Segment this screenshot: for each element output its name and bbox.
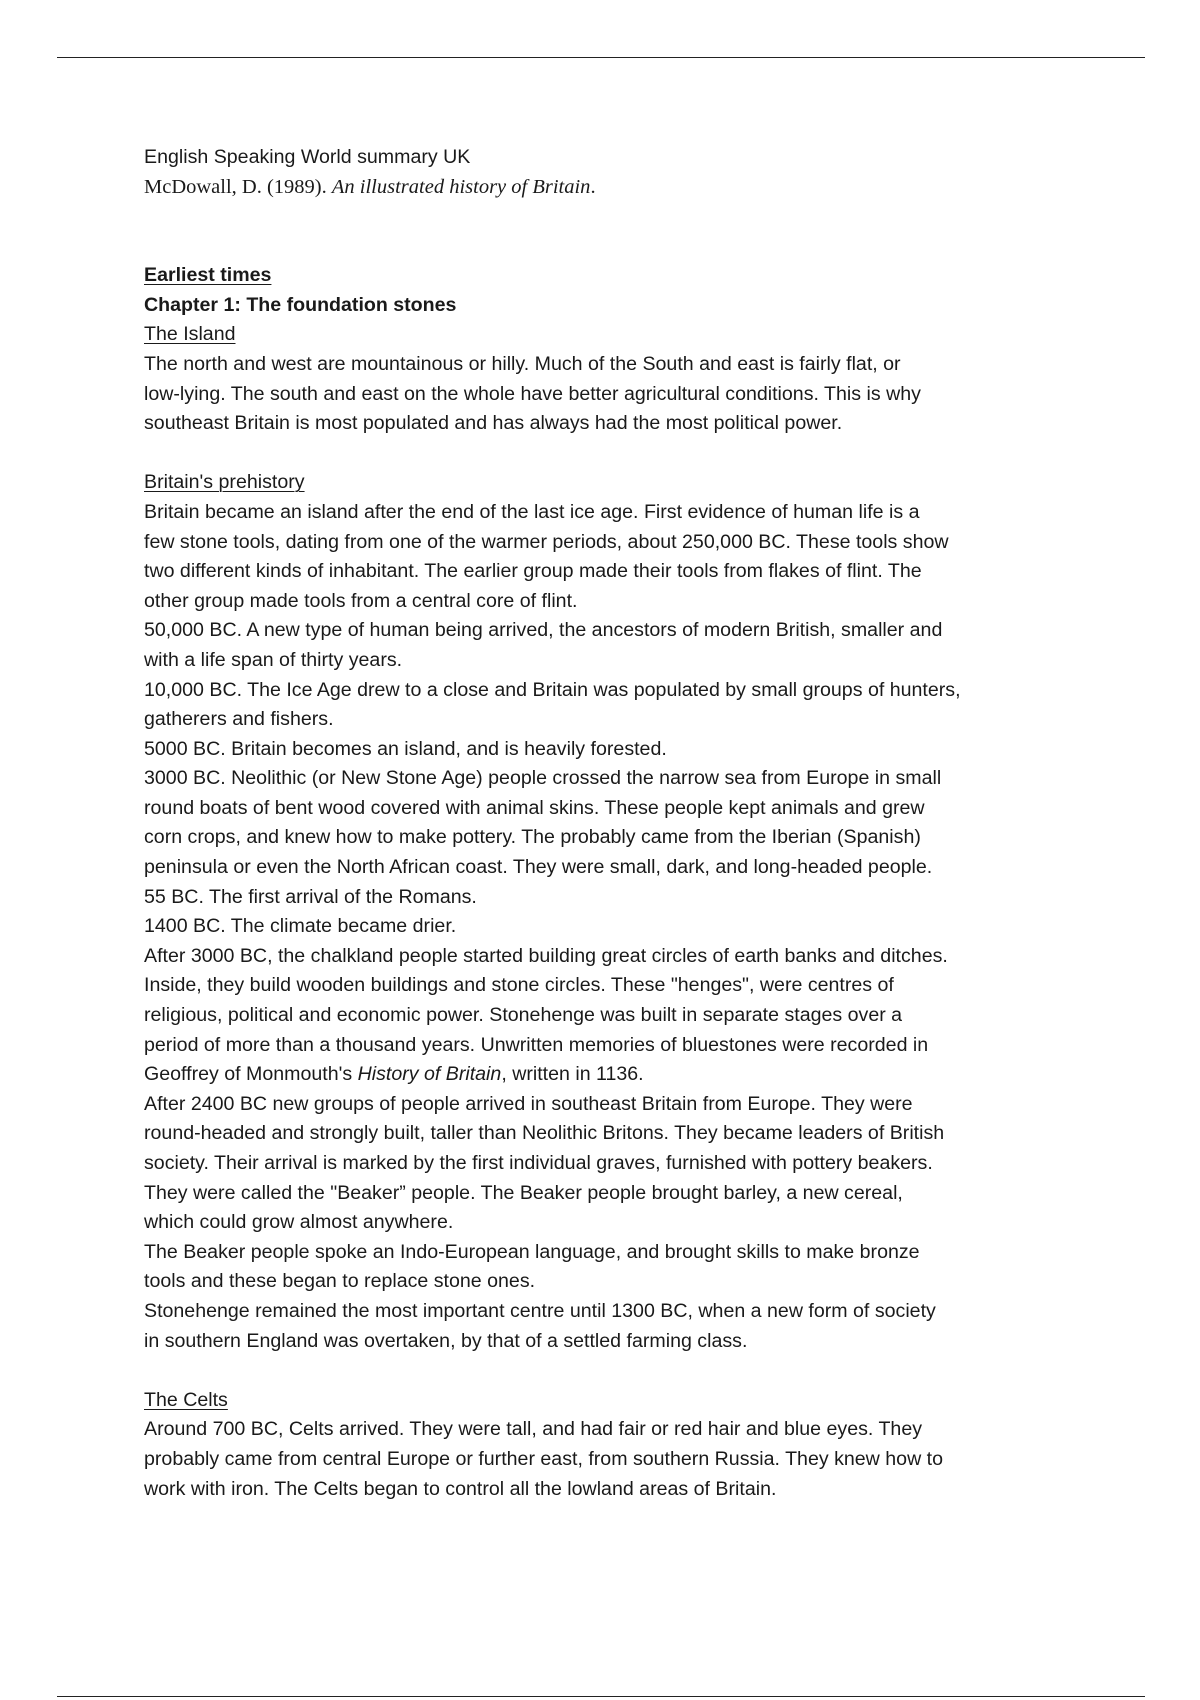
- section-heading-prehistory: Britain's prehistory: [144, 471, 305, 494]
- text-line: round-headed and strongly built, taller than Neolithic Britons. They became leaders of British: [144, 1122, 945, 1145]
- text-line: religious, political and economic power. Stonehenge was built in separate stages over a: [144, 1004, 903, 1027]
- text-line: probably came from central Europe or further east, from southern Russia. They knew how to: [144, 1447, 944, 1470]
- text-line: They were called the "Beaker” people. The Beaker people brought barley, a new cereal,: [144, 1181, 903, 1204]
- citation-suffix: .: [590, 175, 596, 198]
- text-line: Stonehenge remained the most important centre until 1300 BC, when a new form of society: [144, 1299, 936, 1322]
- document-title: English Speaking World summary UK: [144, 146, 471, 168]
- text-line: 3000 BC. Neolithic (or New Stone Age) people crossed the narrow sea from Europe in small: [144, 767, 942, 790]
- bottom-rule: [57, 1696, 1145, 1697]
- chapter-title: Chapter 1: The foundation stones: [144, 293, 457, 316]
- top-rule: [57, 57, 1145, 58]
- text-line: round boats of bent wood covered with animal skins. These people kept animals and grew: [144, 796, 925, 819]
- citation-title: An illustrated history of Britain: [331, 175, 591, 198]
- text-line: After 3000 BC, the chalkland people started building great circles of earth banks and ditches.: [144, 944, 948, 967]
- text-line: work with iron. The Celts began to control all the lowland areas of Britain.: [144, 1477, 777, 1500]
- citation-prefix: McDowall, D. (1989).: [144, 175, 332, 198]
- text-line: tools and these began to replace stone ones.: [144, 1270, 536, 1293]
- text-line: Around 700 BC, Celts arrived. They were tall, and had fair or red hair and blue eyes. They: [144, 1418, 923, 1441]
- geoffrey-suffix: , written in 1136.: [501, 1063, 644, 1086]
- document-page: [144, 143, 1064, 1504]
- text-line: Inside, they build wooden buildings and stone circles. These "henges", were centres of: [144, 974, 894, 997]
- text-line: gatherers and fishers.: [144, 708, 334, 731]
- text-line: 50,000 BC. A new type of human being arrived, the ancestors of modern British, smaller and: [144, 619, 943, 642]
- text-line: After 2400 BC new groups of people arrived in southeast Britain from Europe. They were: [144, 1092, 913, 1115]
- celts-paragraph: [144, 1415, 1064, 1504]
- text-line: other group made tools from a central core of flint.: [144, 589, 578, 612]
- text-line: with a life span of thirty years.: [144, 648, 403, 671]
- text-line: southeast Britain is most populated and has always had the most political power.: [144, 412, 843, 435]
- text-line: two different kinds of inhabitant. The earlier group made their tools from flakes of flint. The: [144, 560, 922, 583]
- text-line: The Beaker people spoke an Indo-European language, and brought skills to make bronze: [144, 1240, 920, 1263]
- text-line: low-lying. The south and east on the whole have better agricultural conditions. This is why: [144, 382, 921, 405]
- text-line: which could grow almost anywhere.: [144, 1211, 454, 1234]
- text-line: few stone tools, dating from one of the warmer periods, about 250,000 BC. These tools show: [144, 530, 949, 553]
- text-line-geoffrey: [144, 1060, 1064, 1090]
- text-line: period of more than a thousand years. Unwritten memories of bluestones were recorded in: [144, 1033, 929, 1056]
- island-paragraph: [144, 350, 1064, 439]
- text-line: society. Their arrival is marked by the first individual graves, furnished with pottery beakers.: [144, 1152, 933, 1174]
- citation: [144, 173, 1064, 203]
- text-line: in southern England was overtaken, by that of a settled farming class.: [144, 1329, 748, 1352]
- geoffrey-book-title: History of Britain: [357, 1063, 502, 1086]
- text-line: The north and west are mountainous or hilly. Much of the South and east is fairly flat, or: [144, 352, 901, 375]
- text-line: Britain became an island after the end of the last ice age. First evidence of human life is a: [144, 500, 920, 523]
- section-heading-island: The Island: [144, 323, 236, 346]
- section-heading-celts: The Celts: [144, 1388, 228, 1411]
- text-line: corn crops, and knew how to make pottery. The probably came from the Iberian (Spanish): [144, 826, 921, 849]
- text-line: 1400 BC. The climate became drier.: [144, 915, 457, 938]
- text-line: 10,000 BC. The Ice Age drew to a close and Britain was populated by small groups of hunters,: [144, 678, 961, 701]
- part-title: Earliest times: [144, 264, 272, 287]
- geoffrey-prefix: Geoffrey of Monmouth's: [144, 1063, 358, 1086]
- text-line: peninsula or even the North African coast. They were small, dark, and long-headed people.: [144, 856, 933, 879]
- prehistory-paragraphs: [144, 498, 1064, 1356]
- text-line: 5000 BC. Britain becomes an island, and is heavily forested.: [144, 737, 667, 760]
- text-line: 55 BC. The first arrival of the Romans.: [144, 885, 477, 908]
